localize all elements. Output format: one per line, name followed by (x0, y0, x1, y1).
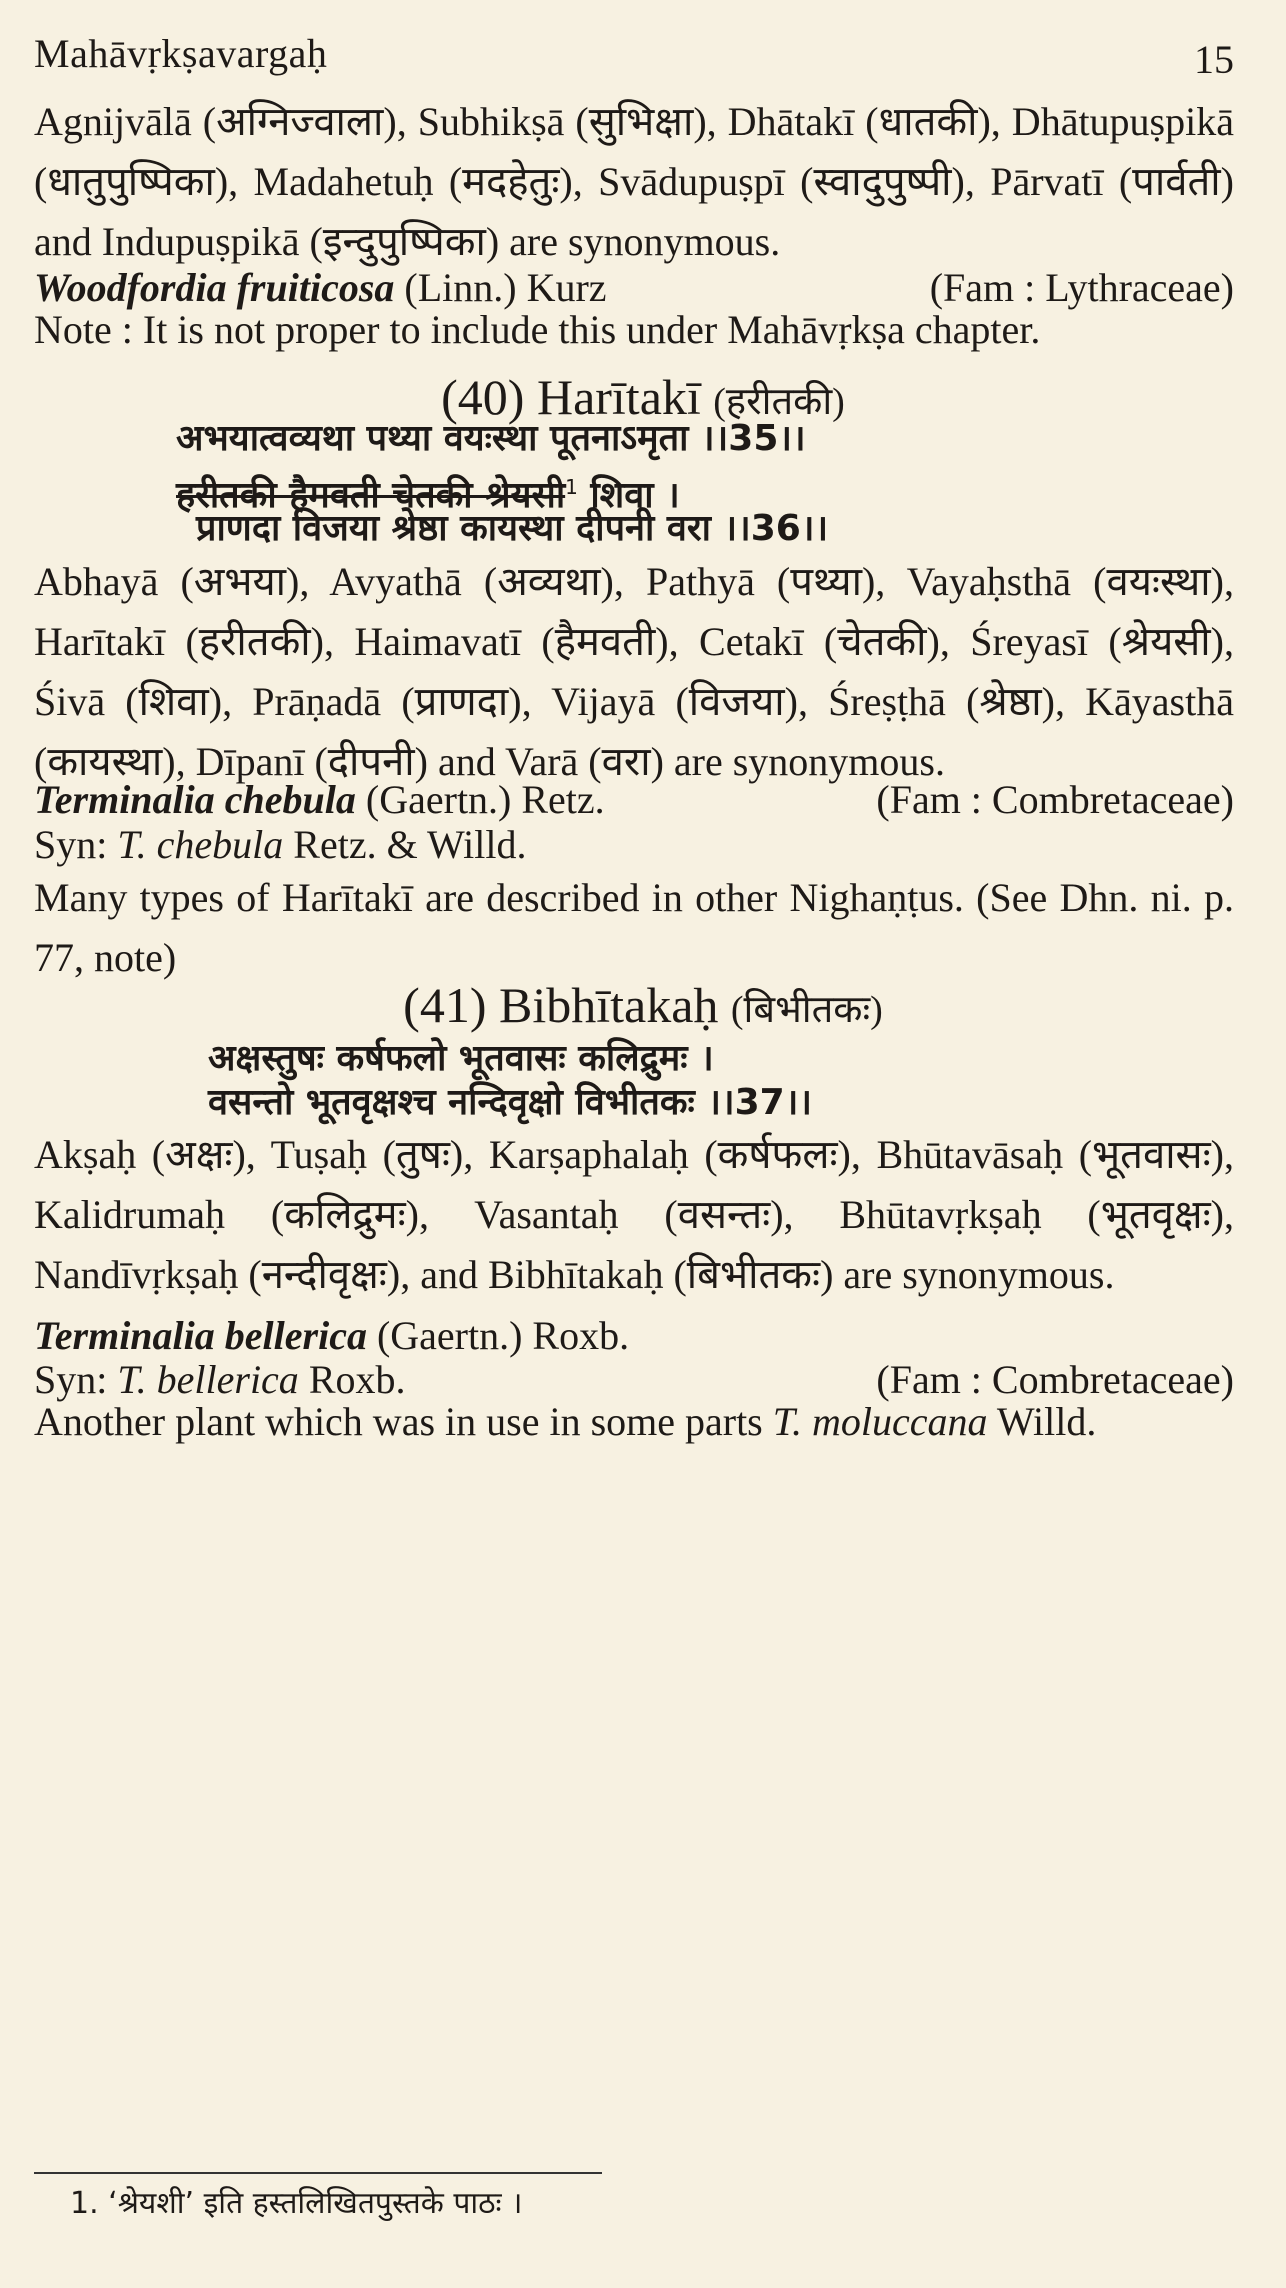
verse-line: अभयात्वव्यथा पथ्या वयःस्था पूतनाऽमृता ।।35।। (176, 418, 806, 459)
page-number: 15 (1194, 37, 1234, 82)
note-text: Another plant which was in use in some parts (34, 1399, 773, 1444)
species-name: Woodfordia fruiticosa (34, 265, 395, 310)
section-title-devanagari: (बिभीतकः) (730, 989, 883, 1031)
species-authority: (Gaertn.) Roxb. (366, 1313, 630, 1358)
running-header: Mahāvṛkṣavargaḥ (34, 31, 328, 76)
species-authority: (Linn.) Kurz (394, 265, 607, 310)
section-title-devanagari: (हरीतकी) (713, 381, 845, 423)
family-label: (Fam : Combretaceae) (876, 1357, 1234, 1402)
note-paragraph: Note : It is not proper to include this under Mahāvṛkṣa chapter. (34, 307, 1041, 352)
synonym-species: T. chebula (117, 822, 284, 867)
species-authority: (Gaertn.) Retz. (355, 777, 605, 822)
synonyms-paragraph-39: Agnijvālā (अग्निज्वाला), Subhikṣā (सुभिक्षा), Dhātakī (धातकी), Dhātupuṣpikā (धातुपुष्पिका), Madahetuḥ (मदहेतुः), Svādupuṣpī (स्वादुपुष्पी), Pārvatī (पार्वती) and Indupuṣpikā (इन्दुपुष्पिका) are synonymous. (34, 99, 1234, 264)
section-title: (41) Bibhītakaḥ (403, 977, 719, 1033)
footnote-rule (34, 2172, 602, 2174)
verse-line: वसन्तो भूतवृक्षश्च नन्दिवृक्षो विभीतकः ।।37।। (208, 1082, 813, 1123)
species-name: T. moluccana (772, 1399, 988, 1444)
species-name: Terminalia chebula (34, 777, 356, 822)
struck-text: हरीतकी हैमवती चेतकी श्रेयसी (176, 475, 566, 516)
synonym-line (34, 815, 1234, 875)
verse-line: अक्षस्तुषः कर्षफलो भूतवासः कलिद्रुमः । (208, 1038, 714, 1079)
verse-line-rest: शिवा । (577, 475, 680, 516)
synonym-species: T. bellerica (117, 1357, 299, 1402)
note-tail: Willd. (987, 1399, 1097, 1444)
family-label: (Fam : Combretaceae) (876, 777, 1234, 822)
verse-line: प्राणदा विजया श्रेष्ठा कायस्था दीपनी वरा ।।36।। (196, 508, 829, 549)
species-name: Terminalia bellerica (34, 1313, 367, 1358)
synonyms-paragraph-40: Abhayā (अभया), Avyathā (अव्यथा), Pathyā (पथ्या), Vayaḥsthā (वयःस्था), Harītakī (हरीतकी), Haimavatī (हैमवती), Cetakī (चेतकी), Śreyasī (श्रेयसी), Śivā (शिवा), Prāṇadā (प्राणदा), Vijayā (विजया), Śreṣṭhā (श्रेष्ठा), Kāyasthā (कायस्था), Dīpanī (दीपनी) and Varā (वरा) are synonymous. (34, 559, 1234, 784)
synonym-authority: Roxb. (298, 1357, 406, 1402)
syn-prefix: Syn: (34, 822, 118, 867)
note-paragraph-types: Many types of Harītakī are described in other Nighaṇṭus. (See Dhn. ni. p. 77, note) (34, 875, 1234, 980)
family-label: (Fam : Lythraceae) (929, 265, 1234, 310)
synonym-authority: Retz. & Willd. (283, 822, 527, 867)
syn-prefix: Syn: (34, 1357, 118, 1402)
footnote: 1. ‘श्रेयशी’ इति हस्तलिखितपुस्तके पाठः । (70, 2186, 523, 2221)
footnote-marker: 1 (565, 475, 578, 499)
synonyms-paragraph-41: Akṣaḥ (अक्षः), Tuṣaḥ (तुषः), Karṣaphalaḥ (कर्षफलः), Bhūtavāsaḥ (भूतवासः), Kalidrumaḥ (कलिद्रुमः), Vasantaḥ (वसन्तः), Bhūtavṛkṣaḥ (भूतवृक्षः), Nandīvṛkṣaḥ (नन्दीवृक्षः), and Bibhītakaḥ (बिभीतकः) are synonymous. (34, 1132, 1234, 1297)
note-paragraph-moluccana (34, 1392, 1234, 1452)
section-title: (40) Harītakī (441, 369, 701, 425)
